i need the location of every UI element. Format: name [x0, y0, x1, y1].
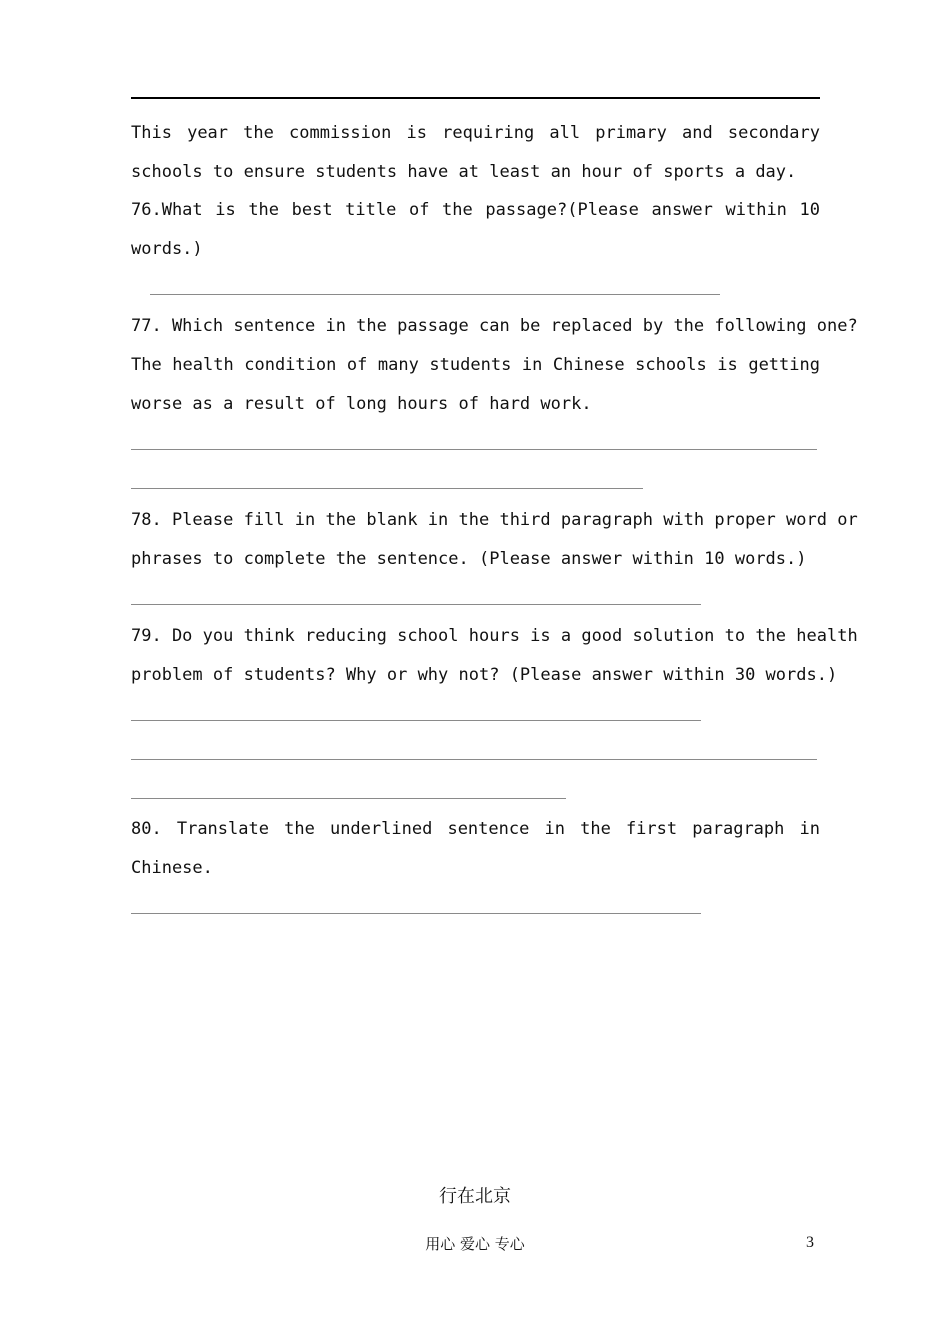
question-78-line-1: 78. Please fill in the blank in the third paragraph with proper word or [131, 510, 858, 530]
page-number: 3 [806, 1234, 814, 1251]
answer-blank-77-line-1[interactable] [131, 449, 817, 450]
question-80-line-2: Chinese. [131, 858, 213, 878]
question-77-line-3: worse as a result of long hours of hard work. [131, 394, 592, 414]
question-80-line-1: 80. Translate the underlined sentence in the first paragraph in [131, 819, 820, 839]
footer-title: 行在北京 [439, 1186, 511, 1207]
question-77-line-2: The health condition of many students in Chinese schools is getting [131, 355, 820, 375]
question-79-line-2: problem of students? Why or why not? (Please answer within 30 words.) [131, 665, 838, 685]
question-77-line-1: 77. Which sentence in the passage can be replaced by the following one? [131, 316, 858, 336]
answer-blank-80[interactable] [131, 913, 701, 914]
answer-blank-79-line-1[interactable] [131, 720, 701, 721]
answer-blank-79-line-3[interactable] [131, 798, 566, 799]
footer-motto: 用心 爱心 专心 [425, 1235, 525, 1253]
question-79-line-1: 79. Do you think reducing school hours is a good solution to the health [131, 626, 858, 646]
answer-blank-79-line-2[interactable] [131, 759, 817, 760]
question-76-line-2: words.) [131, 239, 203, 259]
answer-blank-78[interactable] [131, 604, 701, 605]
answer-blank-76[interactable] [150, 294, 720, 295]
header-rule [131, 97, 820, 99]
question-78-line-2: phrases to complete the sentence. (Please answer within 10 words.) [131, 549, 807, 569]
answer-blank-77-line-2[interactable] [131, 488, 643, 489]
question-76-line-1: 76.What is the best title of the passage?(Please answer within 10 [131, 200, 820, 220]
passage-line-2: schools to ensure students have at least an hour of sports a day. [131, 162, 797, 182]
passage-line-1: This year the commission is requiring all primary and secondary [131, 123, 820, 143]
